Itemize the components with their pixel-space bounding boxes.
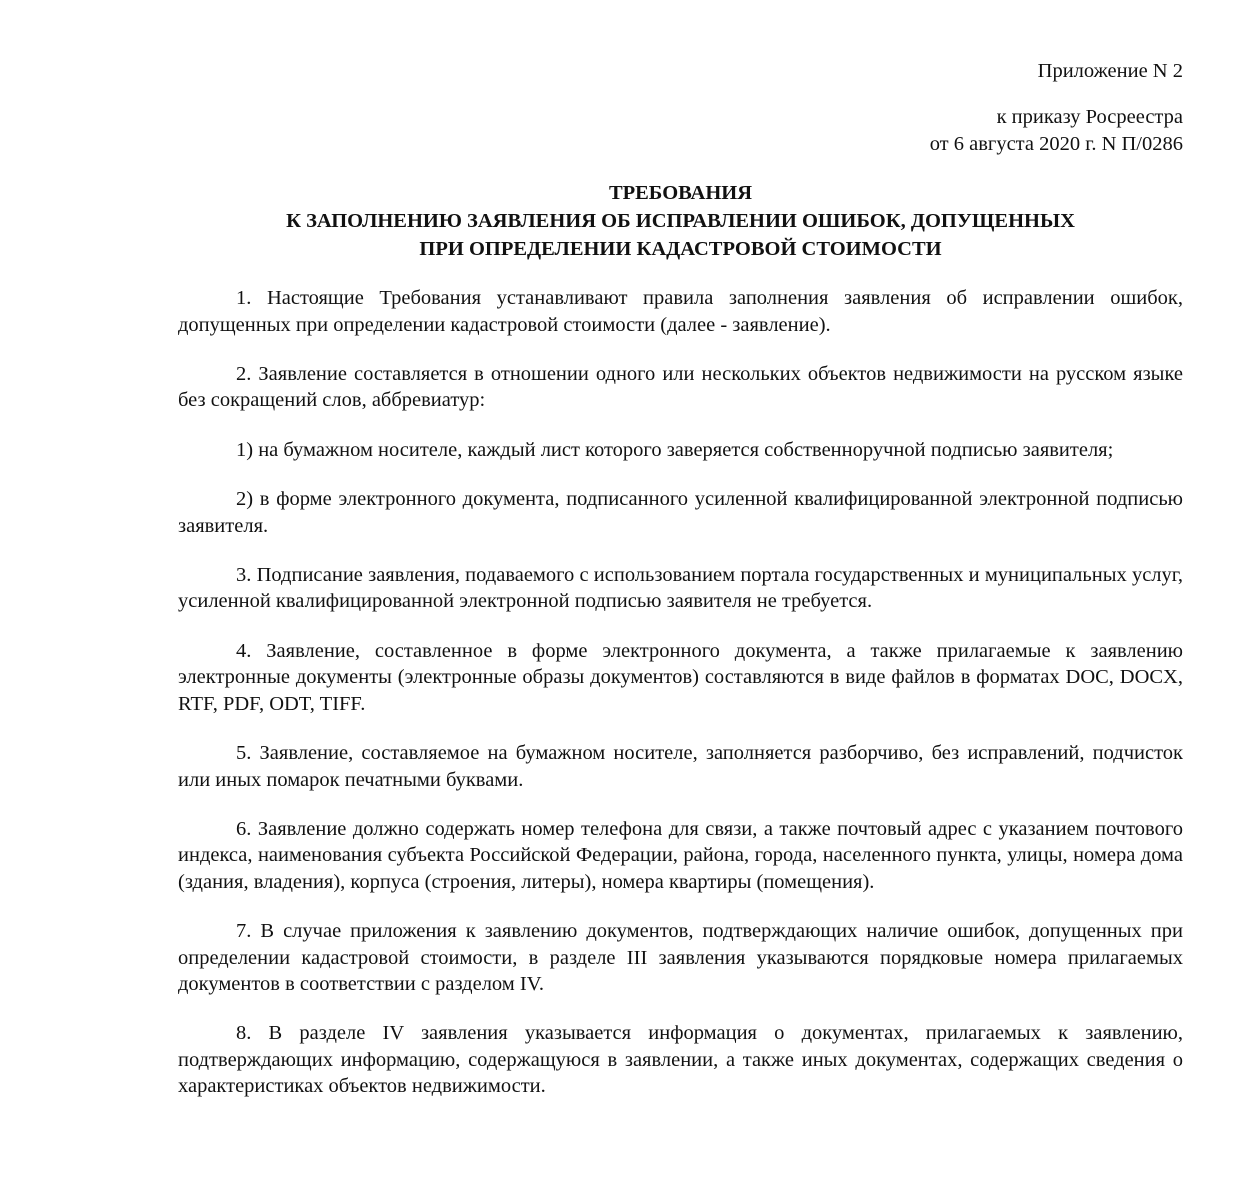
paragraph-2: 2. Заявление составляется в отношении одного или нескольких объектов недвижимости на русском языке без сокращений слов, аббревиатур: <box>178 363 1183 412</box>
title-line-2: К ЗАПОЛНЕНИЮ ЗАЯВЛЕНИЯ ОБ ИСПРАВЛЕНИИ ОШИБОК, ДОПУЩЕННЫХ <box>286 210 1075 233</box>
document-body <box>178 285 1183 1099</box>
paragraph-2-item-1: 1) на бумажном носителе, каждый лист которого заверяется собственноручной подписью заявителя; <box>236 438 1114 461</box>
paragraph-2-item-2: 2) в форме электронного документа, подписанного усиленной квалифицированной электронной подписью заявителя. <box>178 488 1183 537</box>
appendix-number: Приложение N 2 <box>1037 60 1183 82</box>
paragraph-4: 4. Заявление, составленное в форме электронного документа, а также прилагаемые к заявлению электронные документы (электронные образы документов) составляются в виде файлов в форматах DOC, DOCX, RTF, PDF, ODT, TIFF. <box>178 639 1183 715</box>
document-page <box>178 58 1183 1100</box>
paragraph-3: 3. Подписание заявления, подаваемого с использованием портала государственных и муниципальных услуг, усиленной квалифицированной электронной подписью заявителя не требуется. <box>178 564 1183 613</box>
order-reference-line2: от 6 августа 2020 г. N П/0286 <box>929 132 1183 155</box>
order-reference-line1: к приказу Росреестра <box>996 106 1183 129</box>
title-line-1: ТРЕБОВАНИЯ <box>608 182 753 205</box>
paragraph-5: 5. Заявление, составляемое на бумажном носителе, заполняется разборчиво, без исправлений, подчисток или иных помарок печатными буквами. <box>178 742 1183 791</box>
title-line-3: ПРИ ОПРЕДЕЛЕНИИ КАДАСТРОВОЙ СТОИМОСТИ <box>419 238 942 261</box>
paragraph-1: 1. Настоящие Требования устанавливают правила заполнения заявления об исправлении ошибок, допущенных при определении кадастровой стоимости (далее - заявление). <box>178 287 1183 336</box>
document-title <box>178 179 1183 263</box>
paragraph-8: 8. В разделе IV заявления указывается информация о документах, прилагаемых к заявлению, подтверждающих информацию, содержащуюся в заявлении, а также иных документах, содержащих сведения о характеристиках объектов недвижимости. <box>178 1022 1183 1098</box>
paragraph-7: 7. В случае приложения к заявлению документов, подтверждающих наличие ошибок, допущенных при определении кадастровой стоимости, в разделе III заявления указываются порядковые номера прилагаемых документов в соответствии с разделом IV. <box>178 920 1183 995</box>
paragraph-6: 6. Заявление должно содержать номер телефона для связи, а также почтовый адрес с указанием почтового индекса, наименования субъекта Российской Федерации, района, города, населенного пункта, улицы, номера дома (здания, владения), корпуса (строения, литеры), номера квартиры (помещения). <box>178 817 1183 893</box>
